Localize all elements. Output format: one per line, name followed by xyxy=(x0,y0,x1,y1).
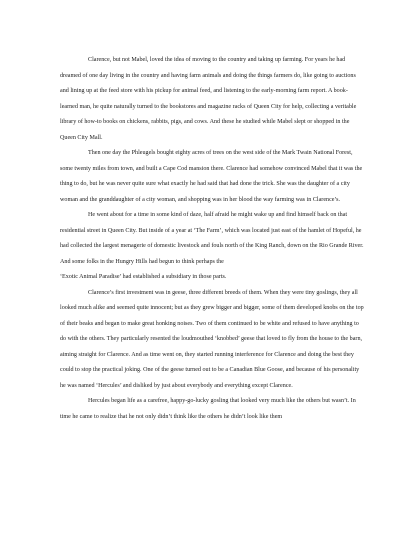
paragraph-5: Clarence’s first investment was in geese, three different breeds of them. When they were tiny goslings, they all looked much alike and seemed quite innocent; but as they grew bigger and bigger, some of them developed knobs on the top of their beaks and began to make great honking noises. Two of them continued to be white and refused to have anything to do with the others. They particularly resented the loudmouthed ‘knobbed’ geese that loved to fly from the house to the barn, aiming straight for Clarence. And as time went on, they started running interference for Clarence and doing the best they could to stop the practical joking. One of the geese turned out to be a Canadian Blue Goose, and because of his personality he was named ‘Hercules’ and disliked by just about everybody and everything except Clarence. xyxy=(60,289,364,389)
paragraph-1: Clarence, but not Mabel, loved the idea of moving to the country and taking up farming. For years he had dreamed of one day living in the country and having farm animals and doing the things farmers do, like going to auctions and lining up at the feed store with his pickup for animal feed, and listening to the early-morning farm report. A book-learned man, he quite naturally turned to the bookstores and magazine racks of Queen City for help, collecting a veritable library of how-to books on chickens, rabbits, pigs, and cows. And these he studied while Mabel slept or shopped in the Queen City Mall. xyxy=(60,57,357,141)
paragraph-4: ‘Exotic Animal Paradise’ had established a subsidiary in those parts. xyxy=(60,274,227,280)
paragraph-2: Then one day the Phleugels bought eighty acres of trees on the west side of the Mark Twain National Forest, some twenty miles from town, and built a Cape Cod mansion there. Clarence had somehow convinced Mabel that it was the thing to do, but he was never quite sure what exactly he had said that had done the trick. She was the daughter of a city woman and the granddaughter of a city woman, and shopping was in her blood the way farming was in Clarence’s. xyxy=(60,150,363,203)
paragraph-6: Hercules began life as a carefree, happy-go-lucky gosling that looked very much like the others but wasn’t. In time he came to realize that he not only didn’t think like the others he didn’t look like them xyxy=(60,398,356,420)
paragraph-3: He went about for a time in some kind of daze, half afraid he might wake up and find himself back on that residential street in Queen City. But inside of a year at ‘The Farm’, which was located just east of the hamlet of Hopeful, he had collected the largest menagerie of domestic livestock and fouls north of the King Ranch, down on the Rio Grande River. And some folks in the Hungry Hills had begun to think perhaps the xyxy=(60,212,364,265)
